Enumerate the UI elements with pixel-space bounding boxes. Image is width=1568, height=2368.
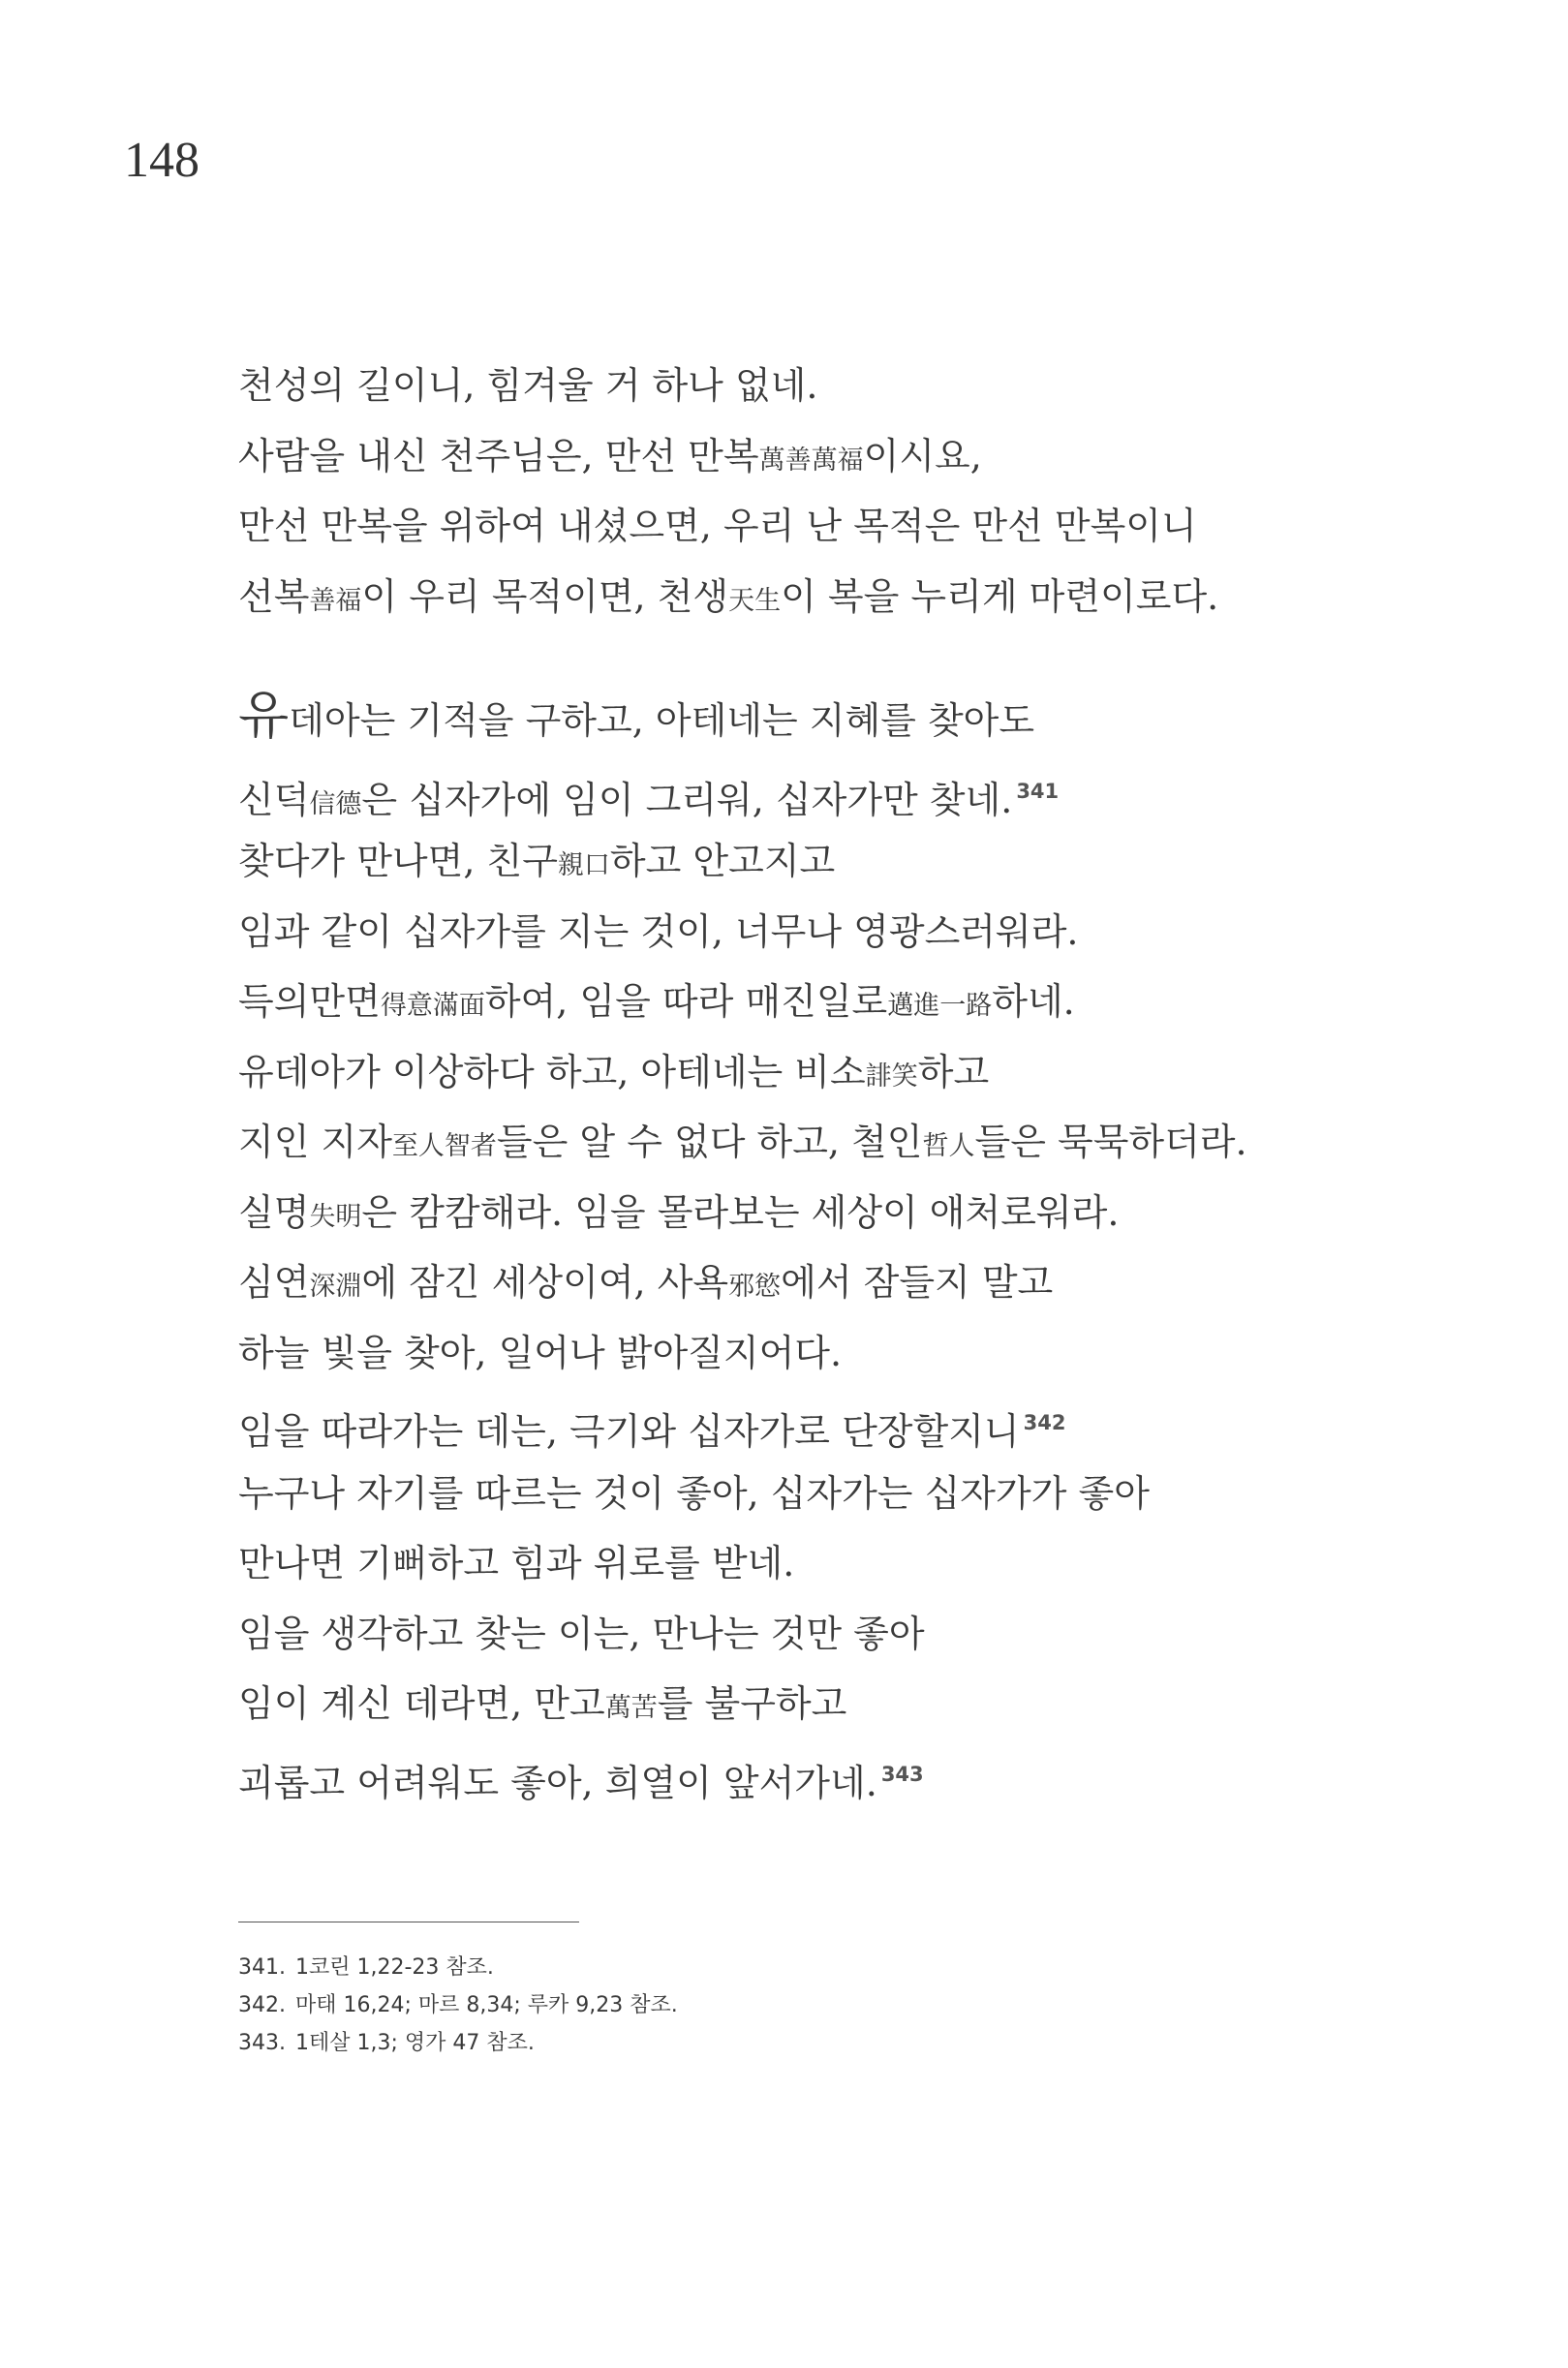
line-text: 은 십자가에 임이 그리워, 십자가만 찾네. bbox=[361, 778, 1013, 821]
footnote-reference: 343 bbox=[880, 1762, 924, 1786]
line-text: 찾다가 만나면, 친구 bbox=[238, 840, 558, 882]
line-text: 하여, 임을 따라 매진일로 bbox=[484, 980, 888, 1023]
line-text: 하고 안고지고 bbox=[609, 840, 836, 882]
poem-line bbox=[238, 1388, 1400, 1459]
hanja-annotation: 萬苦 bbox=[604, 1693, 658, 1723]
line-text: 지인 지자 bbox=[238, 1121, 392, 1163]
line-text: 임이 계신 데라면, 만고 bbox=[238, 1682, 605, 1725]
poem-line bbox=[238, 1178, 1400, 1248]
line-text: 들은 알 수 없다 하고, 철인 bbox=[496, 1121, 923, 1163]
line-text: 이 복을 누리게 마련이로다. bbox=[781, 574, 1219, 618]
line-text: 만나면 기뻐하고 힘과 위로를 받네. bbox=[238, 1542, 795, 1584]
line-text: 괴롭고 어려워도 좋아, 희열이 앞서가네. bbox=[238, 1761, 877, 1804]
line-text: 누구나 자기를 따르는 것이 좋아, 십자가는 십자가가 좋아 bbox=[238, 1471, 1150, 1515]
line-text: 실명 bbox=[238, 1190, 310, 1234]
hanja-annotation: 失明 bbox=[309, 1201, 362, 1232]
poem-body bbox=[238, 351, 1400, 1809]
poem-line bbox=[238, 1669, 1400, 1739]
poem-line bbox=[238, 826, 1400, 897]
footnote-text: 마태 16,24; 마르 8,34; 루카 9,23 참조. bbox=[294, 1993, 678, 2017]
line-text: 선복 bbox=[238, 574, 310, 618]
line-text: 에서 잠들지 말고 bbox=[781, 1261, 1054, 1304]
line-text: 임을 따라가는 데는, 극기와 십자가로 단장할지니 bbox=[238, 1410, 1020, 1453]
hanja-annotation: 親口 bbox=[557, 850, 610, 880]
poem-line bbox=[238, 562, 1400, 632]
poem-line bbox=[238, 1599, 1400, 1670]
footnote-text: 1코린 1,22-23 참조. bbox=[294, 1955, 494, 1980]
poem-line bbox=[238, 1739, 1400, 1810]
drop-cap: 유 bbox=[238, 685, 290, 746]
line-text: 사람을 내신 천주님은, 만선 만복 bbox=[238, 434, 759, 477]
line-text: 데아는 기적을 구하고, 아테네는 지혜를 찾아도 bbox=[289, 699, 1035, 742]
hanja-annotation: 至人智者 bbox=[391, 1131, 497, 1161]
line-text: 은 캄캄해라. 임을 몰라보는 세상이 애처로워라. bbox=[361, 1190, 1120, 1234]
stanza-2 bbox=[238, 686, 1400, 1809]
footnote-number: 342. bbox=[238, 1993, 286, 2017]
line-text: 를 불구하고 bbox=[657, 1682, 847, 1725]
hanja-annotation: 天生 bbox=[728, 585, 782, 616]
footnote-reference: 341 bbox=[1016, 779, 1060, 803]
line-text: 임과 같이 십자가를 지는 것이, 너무나 영광스러워라. bbox=[238, 909, 1079, 953]
line-text: 임을 생각하고 찾는 이는, 만나는 것만 좋아 bbox=[238, 1612, 925, 1655]
poem-line bbox=[238, 351, 1400, 421]
line-text: 들은 묵묵하더라. bbox=[974, 1121, 1247, 1163]
poem-line bbox=[238, 686, 1400, 756]
poem-line bbox=[238, 1037, 1400, 1108]
poem-line bbox=[238, 1459, 1400, 1529]
line-text: 만선 만복을 위하여 내셨으면, 우리 난 목적은 만선 만복이니 bbox=[238, 505, 1197, 547]
poem-line bbox=[238, 421, 1400, 492]
poem-line bbox=[238, 491, 1400, 562]
footnotes bbox=[238, 1949, 1400, 2062]
footnote-number: 341. bbox=[238, 1955, 286, 1980]
poem-line bbox=[238, 1318, 1400, 1389]
hanja-annotation: 萬善萬福 bbox=[758, 445, 864, 476]
poem-line bbox=[238, 1247, 1400, 1318]
line-text: 득의만면 bbox=[238, 980, 381, 1023]
footnote-item bbox=[238, 1949, 1400, 1986]
stanza-1 bbox=[238, 351, 1400, 631]
line-text: 천성의 길이니, 힘겨울 거 하나 없네. bbox=[238, 364, 818, 407]
hanja-annotation: 邁進一路 bbox=[887, 991, 993, 1021]
line-text: 하네. bbox=[992, 980, 1075, 1023]
footnote-item bbox=[238, 1986, 1400, 2024]
footnote-number: 343. bbox=[238, 2031, 286, 2055]
line-text: 하고 bbox=[917, 1050, 990, 1093]
hanja-annotation: 得意滿面 bbox=[380, 991, 485, 1021]
line-text: 이 우리 목적이면, 천생 bbox=[361, 574, 729, 618]
line-text: 신덕 bbox=[238, 778, 310, 821]
footnote-text: 1테살 1,3; 영가 47 참조. bbox=[294, 2031, 535, 2055]
hanja-annotation: 哲人 bbox=[922, 1131, 975, 1161]
line-text: 심연 bbox=[238, 1261, 310, 1304]
poem-line bbox=[238, 1107, 1400, 1178]
line-text: 유데아가 이상하다 하고, 아테네는 비소 bbox=[238, 1050, 866, 1093]
hanja-annotation: 深淵 bbox=[309, 1272, 362, 1302]
hanja-annotation: 信德 bbox=[309, 788, 362, 819]
page-number: 148 bbox=[124, 133, 200, 188]
footnote-item bbox=[238, 2024, 1400, 2062]
footnote-reference: 342 bbox=[1023, 1411, 1066, 1434]
line-text: 이시요, bbox=[863, 434, 982, 477]
poem-line bbox=[238, 756, 1400, 827]
poem-line bbox=[238, 1528, 1400, 1599]
hanja-annotation: 誹笑 bbox=[865, 1061, 918, 1092]
poem-line bbox=[238, 967, 1400, 1037]
line-text: 하늘 빛을 찾아, 일어나 밝아질지어다. bbox=[238, 1331, 843, 1374]
hanja-annotation: 邪慾 bbox=[728, 1272, 782, 1302]
line-text: 에 잠긴 세상이여, 사욕 bbox=[361, 1261, 729, 1304]
hanja-annotation: 善福 bbox=[309, 585, 362, 616]
poem-line bbox=[238, 897, 1400, 968]
